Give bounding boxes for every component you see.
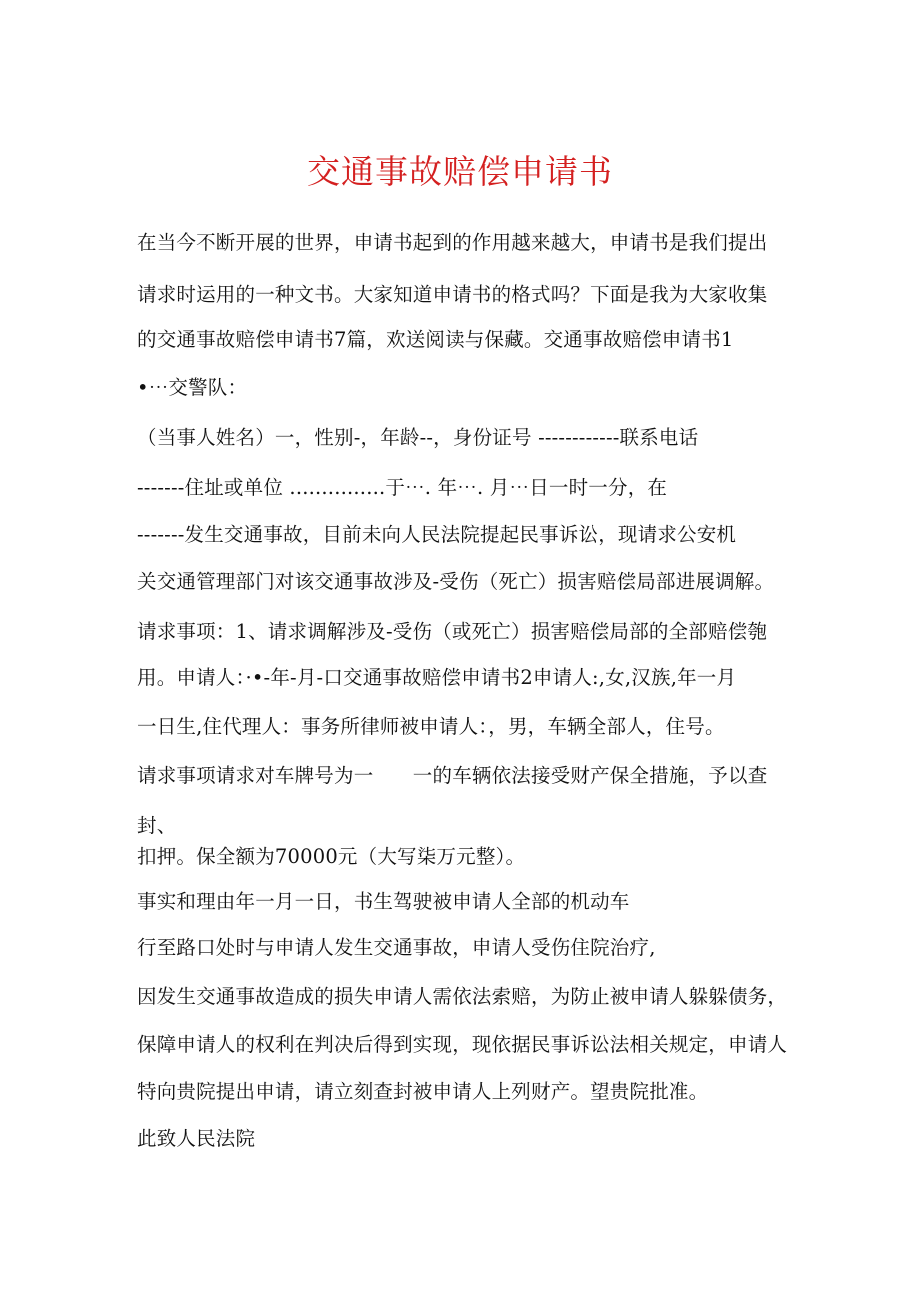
body-line: 请求事项：1、请求调解涉及-受伤（或死亡）损害赔偿局部的全部赔偿匏 bbox=[137, 620, 768, 643]
body-line: •⋯交警队： bbox=[137, 376, 248, 399]
body-line: 请求事项请求对车牌号为一 一的车辆依法接受财产保全措施，予以查 bbox=[137, 764, 768, 787]
body-line: 行至路口处时与申请人发生交通事故，申请人受伤住院治疗, bbox=[137, 936, 656, 959]
body-line: 此致人民法院 bbox=[137, 1127, 256, 1150]
body-line: 封、 bbox=[137, 814, 177, 837]
body-line: 用。申请人：·•-年-月-口交通事故赔偿申请书2申请人:,女,汉族,年一月 bbox=[137, 666, 737, 689]
body-line: （当事人姓名）一，性别-，年龄--，身份证号 ------------联系电话 bbox=[137, 426, 699, 449]
body-line: 扣押。保全额为70000元（大写柒万元整）。 bbox=[137, 845, 526, 868]
body-line: 请求时运用的一种文书。大家知道申请书的格式吗？下面是我为大家收集 bbox=[137, 283, 768, 306]
body-line: -------发生交通事故，目前未向人民法院提起民事诉讼，现请求公安机 bbox=[137, 523, 737, 546]
body-line: 一日生,住代理人：事务所律师被申请人：，男，车辆全部人，住号。 bbox=[137, 715, 725, 738]
body-line: 关交通管理部门对该交通事故涉及-受伤（死亡）损害赔偿局部进展调解。 bbox=[137, 570, 775, 593]
body-line: 保障申请人的权利在判决后得到实现，现依据民事诉讼法相关规定，申请人 bbox=[137, 1033, 788, 1056]
body-line: 事实和理由年一月一日，书生驾驶被申请人全部的机动车 bbox=[137, 890, 630, 913]
document-title: 交通事故赔偿申请书 bbox=[307, 152, 613, 191]
body-line: 在当今不断开展的世界，申请书起到的作用越来越大，申请书是我们提出 bbox=[137, 231, 768, 254]
body-line: 的交通事故赔偿申请书7篇，欢送阅读与保藏。交通事故赔偿申请书1 bbox=[137, 328, 734, 351]
body-line: 特向贵院提出申请，请立刻查封被申请人上列财产。望贵院批准。 bbox=[137, 1080, 709, 1103]
body-line: -------住址或单位 ...............于⋯. 年⋯. 月⋯日一时一分，在 bbox=[137, 476, 668, 499]
body-line: 因发生交通事故造成的损失申请人需依法索赔，为防止被申请人躲躲债务， bbox=[137, 985, 788, 1008]
